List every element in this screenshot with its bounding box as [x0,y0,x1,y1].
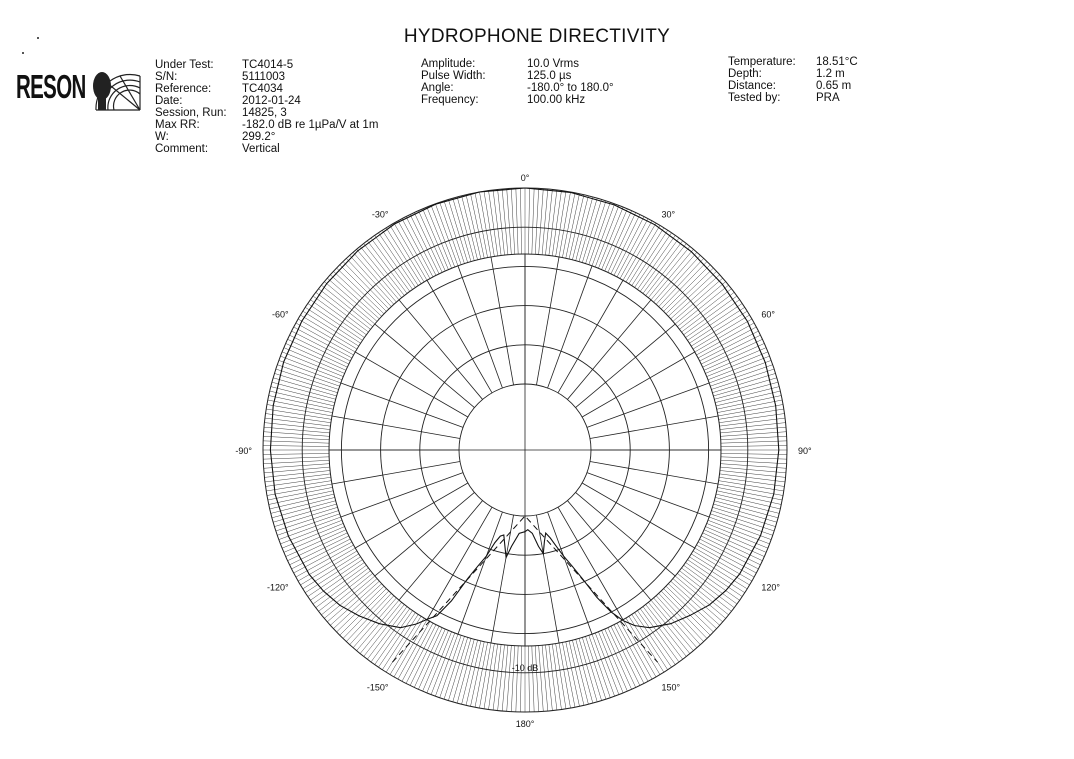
degree-tick [539,646,544,712]
degree-tick [576,197,593,261]
info-value: 5111003 [242,71,286,83]
degree-tick [453,638,471,701]
degree-tick [444,201,464,264]
degree-tick [265,474,331,482]
degree-tick [507,646,512,712]
degree-tick [714,382,778,399]
degree-tick [586,636,606,699]
degree-tick [711,369,774,389]
angle-tick-label: 120° [761,582,781,593]
info-label: Frequency: [421,94,479,106]
logo-text: RESON [16,68,86,105]
degree-tick [498,189,505,255]
degree-tick [453,198,471,261]
degree-tick [695,319,752,352]
polar-grid [263,188,787,712]
degree-tick [719,414,784,423]
degree-tick [716,391,780,406]
info-value: 14825, 3 [242,107,287,119]
degree-tick [298,319,355,352]
degree-tick [270,391,334,406]
radial-scale-label: -10 dB [511,662,539,673]
info-label: Temperature: [728,56,796,68]
info-label: Pulse Width: [421,70,486,82]
degree-tick [410,626,439,685]
angle-tick-label: 90° [798,446,812,456]
degree-tick [620,221,652,279]
degree-tick [696,323,754,355]
degree-tick [566,642,580,707]
degree-tick [695,548,752,581]
degree-tick [720,418,786,426]
degree-tick [272,382,336,399]
degree-tick [466,641,481,705]
degree-tick [263,460,329,463]
info-value: -182.0 dB re 1µPa/V at 1m [242,119,379,131]
degree-tick [617,219,648,277]
info-value: 2012-01-24 [242,95,301,107]
degree-tick [579,638,597,701]
angle-tick-label: -60° [271,309,289,320]
degree-tick [623,223,656,280]
degree-tick [310,300,364,338]
info-label: Max RR: [155,119,200,131]
degree-tick [721,432,787,437]
angle-tick-label: -30° [371,209,389,220]
degree-tick [264,470,330,477]
degree-tick [566,194,580,259]
degree-tick [410,215,439,274]
degree-tick [269,491,334,505]
degree-tick [720,423,786,430]
degree-tick [686,562,740,600]
degree-tick [263,453,329,454]
degree-tick [520,646,521,712]
degree-tick [720,427,786,433]
degree-tick [263,441,329,443]
degree-tick [721,445,787,446]
degree-tick [265,418,331,426]
degree-tick [611,215,640,274]
degree-tick [686,300,740,338]
degree-tick [635,612,672,667]
degree-tick [290,335,349,364]
degree-tick [264,423,330,430]
degree-tick [620,621,652,679]
angle-tick-label: -150° [366,682,389,693]
angle-tick-label: -120° [266,582,289,593]
degree-tick [264,432,330,437]
degree-tick [296,323,354,355]
info-value: TC4034 [242,83,283,95]
degree-tick [375,235,413,289]
degree-tick [398,221,430,279]
degree-tick [308,560,363,597]
degree-tick [493,645,501,711]
angle-tick-label: 150° [661,682,681,693]
info-value: 125.0 µs [527,70,572,82]
degree-tick [402,623,433,681]
degree-tick [545,645,552,711]
info-label: Date: [155,95,183,107]
degree-tick [511,646,514,712]
info-label: Session, Run: [155,107,227,119]
degree-tick [579,198,597,261]
info-label: Amplitude: [421,58,476,70]
info-label: Angle: [421,82,454,94]
degree-tick [535,646,538,712]
info-value: 100.00 kHz [527,94,586,106]
degree-tick [552,191,561,256]
degree-tick [466,195,481,259]
degree-tick [552,644,561,709]
degree-tick [489,191,498,256]
degree-tick [457,639,474,703]
degree-tick [532,188,534,254]
degree-tick [493,190,501,256]
angle-tick-label: 0° [520,173,530,183]
degree-tick [569,641,584,705]
degree-tick [713,378,776,396]
degree-tick [294,542,352,573]
degree-tick [687,560,742,597]
degree-tick [716,494,780,509]
info-value: 0.65 m [816,80,852,92]
degree-tick [698,542,756,573]
degree-tick [569,195,584,259]
degree-tick [296,545,354,577]
degree-tick [290,536,349,565]
degree-tick [520,188,521,254]
degree-tick [264,467,330,473]
info-label: Comment: [155,143,209,155]
degree-tick [717,396,782,410]
degree-tick [511,188,514,254]
degree-tick [516,188,518,254]
degree-tick [611,626,640,685]
degree-tick [498,645,505,711]
degree-tick [266,414,331,423]
page-title: HYDROPHONE DIRECTIVITY [403,26,671,47]
degree-tick [635,233,672,288]
angle-tick-label: 60° [761,309,776,320]
degree-tick [542,189,548,255]
degree-tick [687,303,742,340]
degree-tick [549,645,557,711]
info-label: Depth: [728,68,762,80]
degree-tick [696,545,754,577]
degree-tick [273,378,336,396]
degree-tick [457,197,474,261]
degree-tick [276,369,339,389]
degree-tick [721,453,787,454]
degree-tick [701,335,760,364]
degree-tick [269,396,334,410]
angle-tick-label: 30° [661,209,676,220]
degree-tick [535,188,538,254]
degree-tick [698,327,756,358]
degree-tick [721,441,787,443]
degree-tick [576,639,593,703]
info-label: S/N: [155,71,178,83]
degree-tick [378,612,415,667]
info-label: W: [155,131,169,143]
info-value: -180.0° to 180.0° [527,82,614,94]
info-label: Reference: [155,83,212,95]
degree-tick [263,457,329,459]
degree-tick [308,303,363,340]
degree-tick [264,464,330,469]
degree-tick [294,327,352,358]
info-value: 1.2 m [816,68,845,80]
degree-tick [549,190,557,256]
degree-tick [502,645,508,711]
degree-tick [375,611,413,665]
degree-tick [721,436,787,439]
degree-tick [502,189,508,255]
info-value: Vertical [242,143,280,155]
degree-tick [637,235,675,289]
degree-tick [471,642,485,707]
degree-tick [266,477,331,486]
degree-tick [545,189,552,255]
degree-tick [532,646,534,712]
degree-tick [444,636,464,699]
degree-tick [402,219,433,277]
info-label: Distance: [728,80,776,92]
info-value: 10.0 Vrms [527,58,579,70]
degree-tick [528,646,529,712]
degree-tick [310,562,364,600]
degree-tick [516,646,518,712]
info-value: 299.2° [242,131,276,143]
degree-tick [489,644,498,709]
degree-tick [471,194,485,259]
degree-tick [394,223,427,280]
degree-tick [394,620,427,677]
degree-tick [586,201,606,264]
angle-tick-label: -90° [235,446,252,456]
degree-tick [507,189,512,255]
degree-tick [701,536,760,565]
info-label: Under Test: [155,59,214,71]
info-label: Tested by: [728,92,781,104]
degree-tick [542,645,548,711]
degree-tick [378,233,415,288]
degree-tick [264,427,330,433]
info-value: TC4014-5 [242,59,294,71]
degree-tick [617,623,648,681]
degree-tick [623,620,656,677]
degree-tick [539,189,544,255]
degree-tick [721,457,787,459]
degree-tick [263,445,329,446]
info-value: PRA [816,92,840,104]
degree-tick [263,436,329,439]
angle-tick-label: 180° [515,719,535,729]
degree-tick [528,188,529,254]
degree-tick [637,611,675,665]
info-value: 18.51°C [816,56,858,68]
degree-tick [298,548,355,581]
